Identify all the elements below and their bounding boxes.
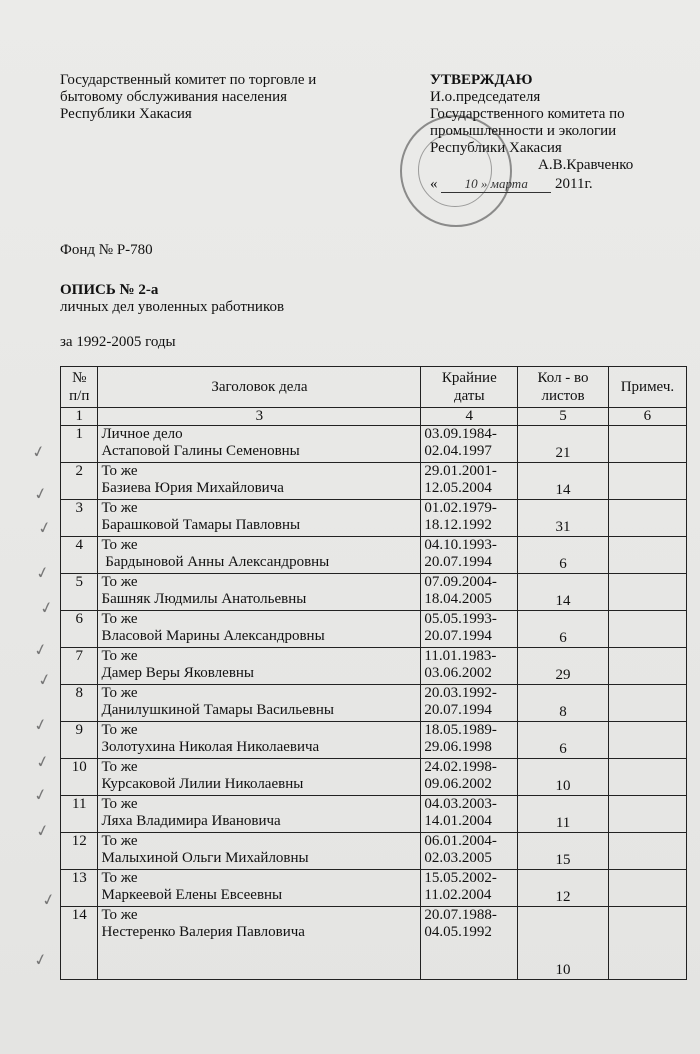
column-number: 6	[608, 408, 686, 426]
row-date-start: 01.02.1979-	[424, 500, 497, 516]
row-date-start: 24.02.1998-	[424, 759, 497, 775]
row-title-line1: То же	[101, 648, 138, 664]
row-number: 9	[61, 722, 98, 759]
row-note	[608, 796, 686, 833]
row-title-line2: Курсаковой Лилии Николаевны	[101, 776, 304, 792]
header-title: Заголовок дела	[98, 367, 421, 408]
row-sheets: 14	[518, 463, 609, 500]
row-dates	[421, 537, 518, 574]
row-title	[98, 759, 421, 796]
row-title	[98, 870, 421, 907]
row-date-start: 05.05.1993-	[424, 611, 497, 627]
row-sheets: 6	[518, 611, 609, 648]
approver-line: Республики Хакасия	[430, 140, 562, 156]
opis-subtitle: личных дел уволенных работников	[60, 299, 285, 315]
table-row	[61, 685, 687, 722]
row-date-end: 29.06.1998	[424, 739, 492, 755]
row-number: 13	[61, 870, 98, 907]
header-num-line: №	[72, 370, 87, 386]
row-note	[608, 426, 686, 463]
row-sheets: 14	[518, 574, 609, 611]
row-date-end: 04.05.1992	[424, 924, 492, 940]
row-title-line2: Бардыновой Анны Александровны	[101, 554, 330, 570]
row-date-end: 03.06.2002	[424, 665, 492, 681]
check-mark: ✓	[32, 783, 50, 806]
row-title-line1: То же	[101, 611, 138, 627]
row-title-line1: То же	[101, 833, 138, 849]
fond-number: Фонд № Р-780	[60, 242, 153, 258]
header-sheets-line: Кол - во	[537, 370, 589, 386]
column-number: 3	[98, 408, 421, 426]
row-title-line2: Малыхиной Ольги Михайловны	[101, 850, 309, 866]
header-note: Примеч.	[608, 367, 686, 408]
row-title-line2: Базиева Юрия Михайловича	[101, 480, 284, 496]
row-number: 10	[61, 759, 98, 796]
table-row	[61, 426, 687, 463]
row-date-start: 11.01.1983-	[424, 648, 497, 664]
check-mark: ✓	[32, 713, 50, 736]
row-title	[98, 426, 421, 463]
row-title-line2: Астаповой Галины Семеновны	[101, 443, 300, 459]
row-title-line1: То же	[101, 759, 138, 775]
row-date-start: 15.05.2002-	[424, 870, 497, 886]
row-dates	[421, 648, 518, 685]
row-date-end: 18.04.2005	[424, 591, 492, 607]
row-title-line1: То же	[101, 796, 138, 812]
date-handwritten: 10 » марта	[441, 175, 551, 193]
row-sheets: 11	[518, 796, 609, 833]
table-row	[61, 722, 687, 759]
row-number: 5	[61, 574, 98, 611]
row-number: 1	[61, 426, 98, 463]
row-title	[98, 907, 421, 980]
row-dates	[421, 796, 518, 833]
row-title	[98, 463, 421, 500]
table-row	[61, 907, 687, 980]
row-sheets: 15	[518, 833, 609, 870]
table-row	[61, 796, 687, 833]
header-sheets-line: листов	[541, 388, 585, 404]
table-row	[61, 611, 687, 648]
row-number: 6	[61, 611, 98, 648]
row-title-line2: Дамер Веры Яковлевны	[101, 665, 255, 681]
row-dates	[421, 574, 518, 611]
row-title-line2: Данилушкиной Тамары Васильевны	[101, 702, 334, 718]
row-title-line2: Власовой Марины Александровны	[101, 628, 325, 644]
row-dates	[421, 611, 518, 648]
row-title-line1: То же	[101, 574, 138, 590]
row-note	[608, 500, 686, 537]
row-note	[608, 574, 686, 611]
row-title	[98, 611, 421, 648]
row-dates	[421, 759, 518, 796]
row-sheets: 29	[518, 648, 609, 685]
row-date-start: 04.10.1993-	[424, 537, 497, 553]
row-title	[98, 796, 421, 833]
row-number: 4	[61, 537, 98, 574]
row-sheets: 6	[518, 722, 609, 759]
opis-title: ОПИСЬ № 2-а	[60, 282, 159, 298]
date-open-quote: «	[430, 176, 438, 192]
row-note	[608, 685, 686, 722]
organization-line: бытовому обслуживания населения	[60, 89, 287, 105]
row-sheets: 10	[518, 759, 609, 796]
row-title	[98, 648, 421, 685]
row-note	[608, 907, 686, 980]
check-mark: ✓	[36, 516, 54, 539]
row-date-end: 20.07.1994	[424, 628, 492, 644]
row-date-start: 04.03.2003-	[424, 796, 497, 812]
check-mark: ✓	[30, 440, 48, 463]
row-title-line1: То же	[101, 870, 138, 886]
row-sheets: 31	[518, 500, 609, 537]
row-note	[608, 537, 686, 574]
row-date-start: 06.01.2004-	[424, 833, 497, 849]
table-row	[61, 833, 687, 870]
row-date-start: 20.03.1992-	[424, 685, 497, 701]
header-dates-line: даты	[454, 388, 485, 404]
row-title-line2: Нестеренко Валерия Павловича	[101, 924, 305, 940]
header-num-line: п/п	[69, 388, 90, 404]
row-dates	[421, 500, 518, 537]
row-number: 7	[61, 648, 98, 685]
row-title-line1: То же	[101, 500, 138, 516]
table-row	[61, 870, 687, 907]
row-date-end: 02.04.1997	[424, 443, 492, 459]
row-title	[98, 722, 421, 759]
row-note	[608, 759, 686, 796]
row-number: 3	[61, 500, 98, 537]
table-row	[61, 500, 687, 537]
opis-years: за 1992-2005 годы	[60, 334, 176, 350]
row-sheets: 10	[518, 907, 609, 980]
row-note	[608, 648, 686, 685]
table-row	[61, 759, 687, 796]
row-title	[98, 833, 421, 870]
row-title-line1: То же	[101, 463, 138, 479]
row-date-start: 03.09.1984-	[424, 426, 497, 442]
header-dates	[421, 367, 518, 408]
row-date-start: 07.09.2004-	[424, 574, 497, 590]
table-row	[61, 574, 687, 611]
approver-line: промышленности и экологии	[430, 123, 617, 139]
row-date-end: 12.05.2004	[424, 480, 492, 496]
table-row	[61, 463, 687, 500]
row-number: 14	[61, 907, 98, 980]
row-note	[608, 611, 686, 648]
row-date-start: 29.01.2001-	[424, 463, 497, 479]
row-date-start: 20.07.1988-	[424, 907, 497, 923]
row-note	[608, 722, 686, 759]
row-date-end: 09.06.2002	[424, 776, 492, 792]
row-title-line2: Золотухина Николая Николаевича	[101, 739, 320, 755]
row-title	[98, 537, 421, 574]
organization-header	[60, 72, 390, 123]
row-title-line1: То же	[101, 537, 138, 553]
check-mark: ✓	[34, 750, 52, 773]
row-sheets: 6	[518, 537, 609, 574]
check-mark: ✓	[36, 668, 54, 691]
row-dates	[421, 870, 518, 907]
row-date-end: 11.02.2004	[424, 887, 492, 903]
row-note	[608, 870, 686, 907]
table-header-row	[61, 367, 687, 408]
header-num	[61, 367, 98, 408]
row-dates	[421, 426, 518, 463]
organization-line: Государственный комитет по торговле и	[60, 72, 317, 88]
column-number: 4	[421, 408, 518, 426]
row-title-line2: Барашковой Тамары Павловны	[101, 517, 301, 533]
row-title-line2: Маркеевой Елены Евсеевны	[101, 887, 283, 903]
row-title-line1: Личное дело	[101, 426, 183, 442]
row-title	[98, 500, 421, 537]
row-date-end: 18.12.1992	[424, 517, 492, 533]
row-sheets: 21	[518, 426, 609, 463]
column-number-row	[61, 408, 687, 426]
row-title-line1: То же	[101, 907, 138, 923]
approver-line: И.о.председателя	[430, 89, 541, 105]
approver-name: А.В.Кравченко	[538, 157, 634, 173]
check-mark: ✓	[34, 819, 52, 842]
table-row	[61, 537, 687, 574]
approve-title: УТВЕРЖДАЮ	[430, 72, 533, 88]
header-dates-line: Крайние	[441, 370, 497, 386]
date-year: 2011г.	[555, 176, 593, 192]
row-title-line1: То же	[101, 685, 138, 701]
column-number: 1	[61, 408, 98, 426]
row-number: 2	[61, 463, 98, 500]
row-title-line2: Ляха Владимира Ивановича	[101, 813, 281, 829]
row-dates	[421, 833, 518, 870]
header-sheets	[518, 367, 609, 408]
row-title-line1: То же	[101, 722, 138, 738]
row-date-end: 14.01.2004	[424, 813, 492, 829]
row-dates	[421, 722, 518, 759]
row-dates	[421, 907, 518, 980]
row-date-start: 18.05.1989-	[424, 722, 497, 738]
check-mark: ✓	[32, 948, 50, 971]
inventory-table	[60, 366, 687, 980]
approval-block	[430, 72, 690, 193]
row-title	[98, 574, 421, 611]
row-number: 8	[61, 685, 98, 722]
row-number: 12	[61, 833, 98, 870]
row-note	[608, 463, 686, 500]
check-mark: ✓	[34, 561, 52, 584]
check-mark: ✓	[40, 888, 58, 911]
row-sheets: 8	[518, 685, 609, 722]
row-sheets: 12	[518, 870, 609, 907]
row-date-end: 02.03.2005	[424, 850, 492, 866]
organization-line: Республики Хакасия	[60, 106, 192, 122]
table-body	[61, 426, 687, 980]
row-note	[608, 833, 686, 870]
table-row	[61, 648, 687, 685]
approval-date	[430, 175, 690, 193]
approver-line: Государственного комитета по	[430, 106, 625, 122]
row-title	[98, 685, 421, 722]
row-date-end: 20.07.1994	[424, 554, 492, 570]
row-dates	[421, 685, 518, 722]
row-title-line2: Башняк Людмилы Анатольевны	[101, 591, 307, 607]
row-number: 11	[61, 796, 98, 833]
check-mark: ✓	[32, 638, 50, 661]
row-date-end: 20.07.1994	[424, 702, 492, 718]
check-mark: ✓	[32, 482, 50, 505]
column-number: 5	[518, 408, 609, 426]
row-dates	[421, 463, 518, 500]
check-mark: ✓	[38, 596, 56, 619]
